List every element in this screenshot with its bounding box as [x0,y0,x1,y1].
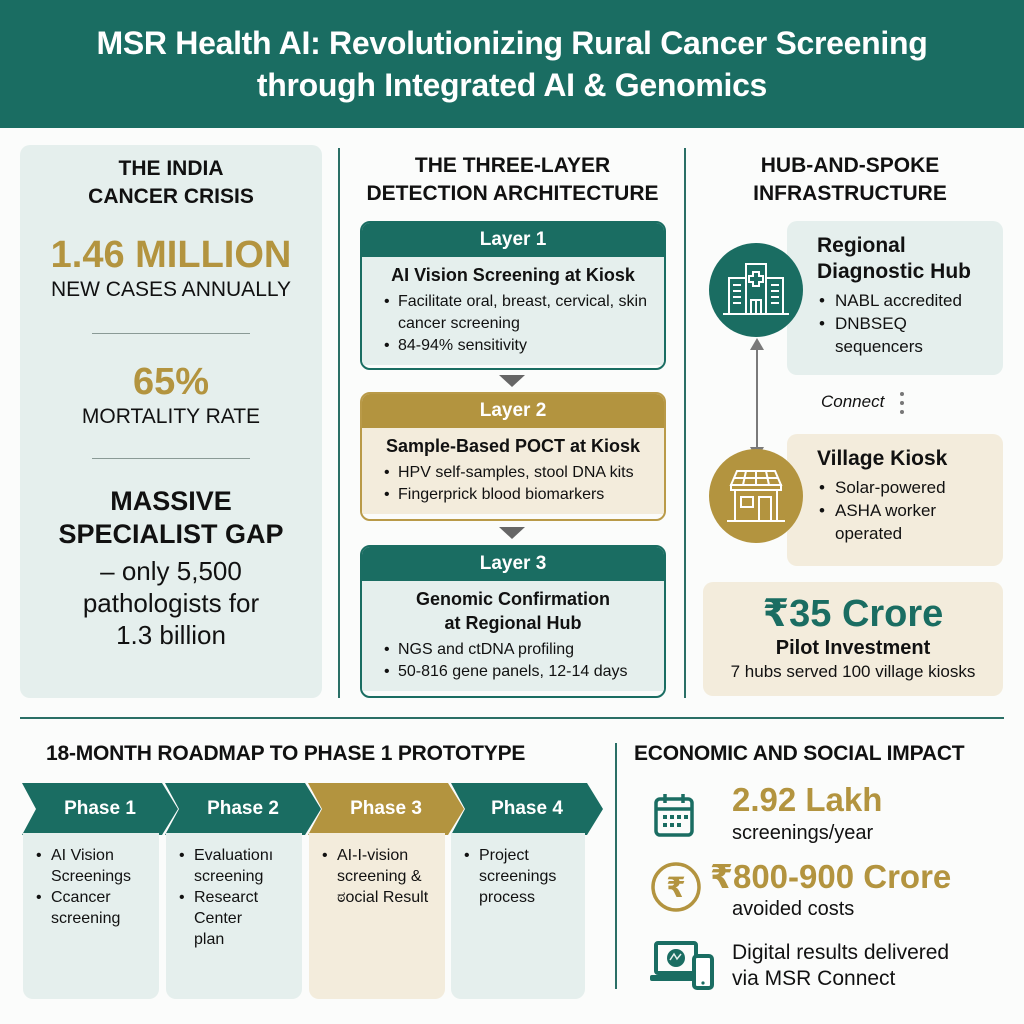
phase-4-chevron [451,783,603,835]
crisis-title-line1: THE INDIA [118,157,224,180]
impact-digital [650,940,1010,996]
column-divider [338,148,340,698]
mortality-label: MORTALITY RATE [81,405,261,428]
layer-2-card [360,392,666,521]
costs-label: avoided costs [732,898,855,920]
connector-line [756,345,758,450]
investment-label: Pilot Investment [775,637,931,659]
screenings-label: screenings/year [732,822,874,844]
gap-text-line1: – only 5,500 [100,556,242,586]
phase-1-label: Phase 1 [64,798,136,819]
gap-text [20,555,322,651]
phase-1-bullet: • Ccancer screening [33,887,153,929]
header-banner [0,0,1024,128]
layer-3-bullet: • NGS and ctDNA profiling [372,639,654,661]
architecture-title [345,152,680,208]
cases-label: NEW CASES ANNUALLY [50,278,291,301]
kiosk-card [787,434,1003,566]
calendar-icon [654,792,694,843]
phase-1-bullet: • AI Vision Screenings [33,845,153,887]
phase-1-body [23,833,159,999]
digital-label-line1: Digital results delivered [732,941,950,964]
layer-1-label: Layer 1 [362,223,664,257]
hub-bullet: • NABL accredited [817,289,993,312]
layer-1-bullet: • Facilitate oral, breast, cervical, skin cancer screening [372,291,654,335]
gap-text-line3: 1.3 billion [116,620,226,650]
mortality-value: 65% [132,361,210,403]
cases-value: 1.46 MILLION [50,234,292,276]
down-arrow-icon [499,527,525,539]
kiosk-title: Village Kiosk [817,447,948,470]
solar-shop-icon [709,449,803,543]
layer-2-title: Sample-Based POCT at Kiosk [385,436,641,456]
investment-card [703,582,1003,696]
crisis-panel [20,145,322,698]
phase-2-bullet: • Evaluationı screening [176,845,296,887]
architecture-title-line2: DETECTION ARCHITECTURE [366,182,659,205]
connect-label: Connect [821,392,885,411]
phase-4-label: Phase 4 [491,798,563,819]
phase-3-label: Phase 3 [350,798,422,819]
layer-1-card [360,221,666,370]
divider [92,333,250,334]
layer-2-bullet: • HPV self-samples, stool DNA kits [372,462,654,484]
kiosk-bullet: • Solar-powered [817,476,993,499]
phase-2-body [166,833,302,999]
layer-3-card [360,545,666,698]
crisis-title [20,155,322,211]
section-divider [20,717,1004,719]
devices-icon [650,940,716,997]
investment-detail: 7 hubs served 100 village kiosks [730,662,976,681]
down-arrow-icon [499,375,525,387]
phase-1-chevron [22,783,178,835]
layer-3-title-line2: at Regional Hub [444,613,582,633]
column-divider [684,148,686,698]
phase-4-body [451,833,585,999]
column-divider [615,743,617,989]
hub-card [787,221,1003,375]
rupee-coin-icon [650,861,702,918]
page-title-line1: MSR Health AI: Revolutionizing Rural Cancer Screening [96,25,928,61]
infrastructure-title [700,152,1000,208]
digital-label-line2: via MSR Connect [732,967,896,990]
roadmap-title: 18-MONTH ROADMAP TO PHASE 1 PROTOTYPE [46,742,526,765]
gap-title [20,485,322,551]
phase-2-chevron [165,783,321,835]
impact-screenings [650,781,1010,845]
hub-bullet: • DNBSEQ sequencers [817,312,937,358]
hub-title-line1: Regional [817,234,906,257]
more-dots-icon [900,392,906,419]
impact-costs [650,857,1010,920]
architecture-title-line1: THE THREE-LAYER [414,154,611,177]
layer-1-title: AI Vision Screening at Kiosk [391,265,635,285]
layer-3-bullet: • 50-816 gene panels, 12-14 days [372,661,654,683]
hospital-icon [709,243,803,337]
gap-text-line2: pathologists for [82,588,260,618]
layer-1-bullet: • 84-94% sensitivity [372,335,654,357]
impact-title: ECONOMIC AND SOCIAL IMPACT [634,742,965,765]
divider [92,458,250,459]
investment-amount: ₹35 Crore [762,593,944,635]
phase-3-chevron [308,783,464,835]
phase-2-bullet: • Researct Center plan [176,887,266,950]
phase-2-label: Phase 2 [207,798,279,819]
page-title-line2: through Integrated AI & Genomics [256,67,768,103]
screenings-value: 2.92 Lakh [732,781,883,818]
crisis-title-line2: CANCER CRISIS [88,185,254,208]
layer-2-label: Layer 2 [362,394,664,428]
phase-4-bullet: • Project screenings process [461,845,571,908]
layer-2-bullet: • Fingerprick blood biomarkers [372,484,654,506]
phase-3-bullet: • AI-I-vision screening & ಠocial Result [319,845,429,908]
gap-title-line2: SPECIALIST GAP [58,519,284,549]
phase-3-body [309,833,445,999]
kiosk-bullet: • ASHA worker operated [817,499,947,545]
layer-3-title-line1: Genomic Confirmation [415,589,610,609]
infrastructure-title-line1: HUB-AND-SPOKE [760,154,940,177]
gap-title-line1: MASSIVE [110,486,232,516]
costs-value: ₹800-900 Crore [710,858,952,895]
hub-title-line2: Diagnostic Hub [817,260,972,283]
infrastructure-title-line2: INFRASTRUCTURE [753,182,947,205]
layer-3-label: Layer 3 [362,547,664,581]
svg-text:₹: ₹ [666,871,686,904]
